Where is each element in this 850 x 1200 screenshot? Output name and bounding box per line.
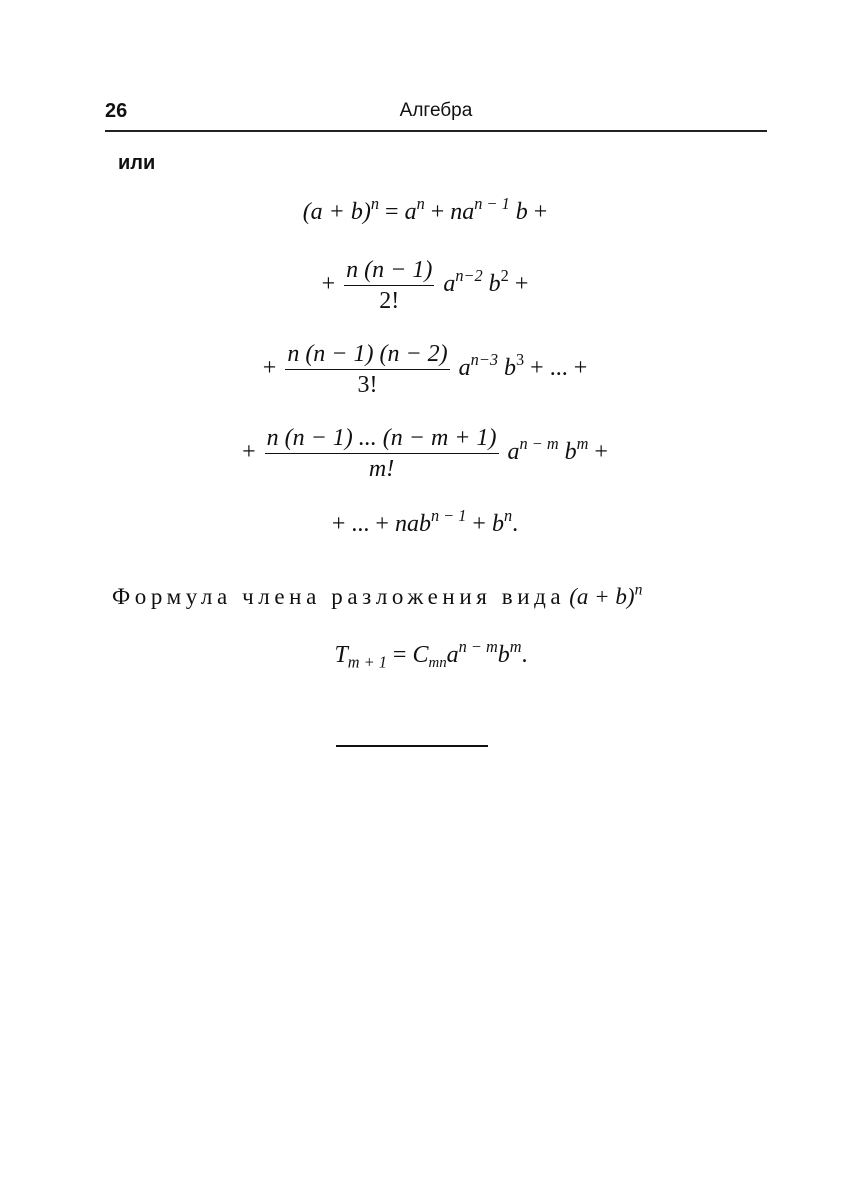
- fraction-denominator: m!: [368, 456, 395, 482]
- caption-expr-exponent: n: [634, 581, 643, 599]
- a-exponent: n−3: [470, 350, 498, 370]
- expansion-line-2: [0, 258, 850, 313]
- lhs-base: (a + b): [302, 199, 371, 225]
- b-exponent: 2: [500, 266, 509, 286]
- fraction: [344, 258, 434, 313]
- t-symbol: T: [334, 642, 348, 668]
- last-term-exponent: n: [503, 506, 513, 526]
- intro-word: или: [118, 152, 156, 174]
- a-base: a: [446, 642, 459, 668]
- fraction-denominator: 2!: [379, 288, 400, 314]
- term-exponent: n − 1: [430, 506, 467, 526]
- lhs-exponent: n: [370, 194, 380, 214]
- trailing-plus: +: [514, 271, 529, 298]
- term-2-exponent: n − 1: [474, 194, 510, 214]
- b-exponent: m: [509, 637, 522, 657]
- leading-plus: +: [262, 355, 277, 382]
- b-base: b: [497, 642, 510, 668]
- equals-sign: =: [385, 199, 399, 225]
- page-number: 26: [105, 100, 128, 122]
- period: .: [512, 511, 519, 537]
- b-base: b: [564, 439, 577, 466]
- caption-expression: [569, 581, 643, 609]
- leading-plus-ellipsis: + ... +: [331, 511, 389, 537]
- expansion-line-4: [0, 426, 850, 481]
- b-exponent: 3: [516, 350, 525, 370]
- term-1-exponent: n: [416, 194, 425, 214]
- page-header: [105, 96, 767, 132]
- trailing-plus: +: [594, 439, 608, 466]
- term-1-base: a: [404, 199, 417, 225]
- general-term-formula: [6, 637, 850, 672]
- trailing-ellipsis-plus: + ... +: [530, 355, 588, 382]
- a-base: a: [443, 271, 456, 298]
- trailing-plus: +: [533, 199, 548, 225]
- plus-sign: +: [472, 511, 486, 537]
- equals-sign: =: [392, 642, 407, 668]
- fraction: [285, 342, 449, 397]
- last-term-base: b: [491, 511, 504, 537]
- caption-expr-base: (a + b): [569, 584, 635, 609]
- t-subscript: m + 1: [347, 652, 387, 672]
- a-exponent: n − m: [458, 637, 498, 657]
- fraction-numerator: n (n − 1) ... (n − m + 1): [265, 426, 499, 454]
- b-base: b: [504, 355, 516, 382]
- expansion-line-1: [0, 194, 850, 225]
- a-exponent: n − m: [519, 434, 559, 454]
- caption-text: Формула члена разложения вида: [112, 584, 566, 609]
- a-exponent: n−2: [455, 266, 483, 286]
- term-2-coefficient: na: [450, 199, 475, 225]
- plus-sign: +: [430, 199, 445, 225]
- c-symbol: C: [412, 642, 429, 668]
- b-exponent: m: [576, 434, 589, 454]
- a-base: a: [507, 439, 520, 466]
- fraction-denominator: 3!: [357, 372, 378, 398]
- term-2-b: b: [515, 199, 528, 225]
- c-superscript: m: [428, 655, 440, 672]
- leading-plus: +: [242, 439, 256, 466]
- section-end-rule: [336, 745, 488, 747]
- c-subscript: n: [439, 655, 447, 672]
- running-title: Алгебра: [399, 100, 473, 121]
- leading-plus: +: [321, 271, 336, 298]
- expansion-line-3: [0, 342, 850, 397]
- fraction: [265, 426, 499, 481]
- period: .: [521, 642, 528, 668]
- fraction-numerator: n (n − 1) (n − 2): [285, 342, 449, 370]
- expansion-line-5: [0, 506, 850, 537]
- c-indices: [428, 656, 446, 670]
- fraction-numerator: n (n − 1): [344, 258, 434, 286]
- term-formula-caption: [112, 581, 643, 610]
- term-coefficient: nab: [394, 511, 431, 537]
- b-base: b: [488, 271, 501, 298]
- a-base: a: [458, 355, 471, 382]
